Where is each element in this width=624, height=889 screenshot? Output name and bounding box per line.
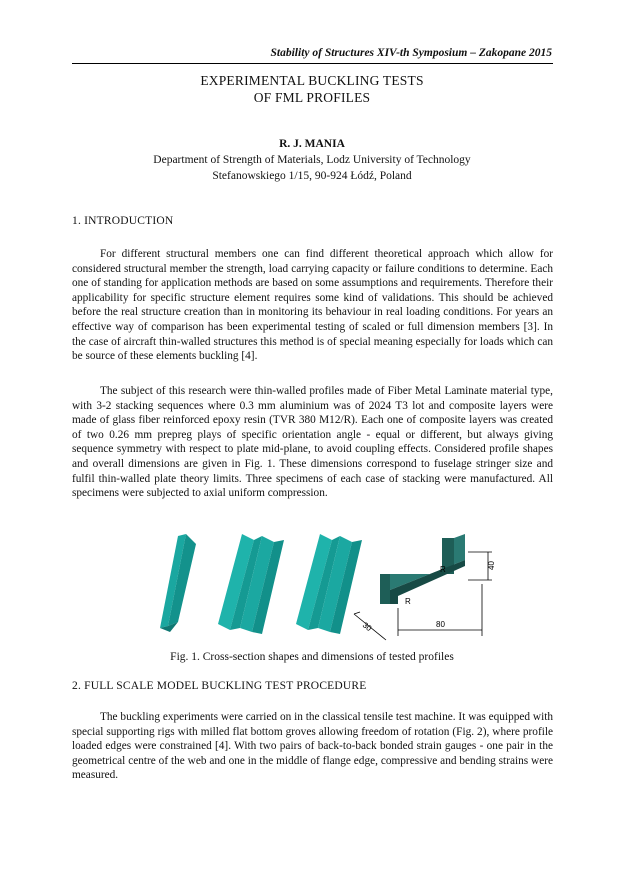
dimension-30: 30 xyxy=(360,620,374,634)
radius-label-bottom: R xyxy=(405,597,411,606)
hat-profile-specimen-1 xyxy=(218,534,284,634)
paragraph-intro-1: For different structural members one can find different theoretical approach which allow for considered structural member the strength, load carrying capacity or failure conditions to determine. Each one of standing for application methods are based on some assumptions and requirements. Therefore their applicability for specific structure element requires some kind of validations. This should be achieved before the real structure creation than in monitoring its behaviour in real loading conditions. For years an effective way of comparison has been experimental testing of scaled or full dimension members [3]. In the case of aircraft thin-walled structures this method is of special meaning especially for loads which can be source of these elements buckling [4]. xyxy=(72,248,553,363)
title-line-1: EXPERIMENTAL BUCKLING TESTS xyxy=(200,73,424,88)
title-line-2: OF FML PROFILES xyxy=(253,90,371,105)
section-heading-introduction: 1. INTRODUCTION xyxy=(72,215,174,227)
angle-profile-specimen xyxy=(160,534,196,632)
author-name: R. J. MANIA xyxy=(279,138,345,150)
radius-label-top: R xyxy=(440,565,446,574)
dimension-40: 40 xyxy=(487,561,496,570)
paragraph-intro-2: The subject of this research were thin-walled profiles made of Fiber Metal Laminate material type, with 3-2 stacking sequences where 0.3 mm aluminium was of 2024 T3 lot and composite layers were made of glass fiber reinforced epoxy resin (TVR 380 M12/R). Each one of composite layers was created of two 0.26 mm prepreg plays of specific orientation angle - equal or different, but always giving sequence symmetry with respect to plate mid-plane, to avoid coupling effects. Considered profile shapes and overall dimensions are given in Fig. 1. These dimensions correspond to fuselage stringer size and fulfil thin-walled plate theory limits. Three specimens of each case of stacking were manufactured. All specimens were subjected to axial uniform compression. xyxy=(72,385,553,500)
header-rule xyxy=(72,63,553,64)
hat-profile-specimen-2 xyxy=(296,534,362,634)
figure-caption: Fig. 1. Cross-section shapes and dimensions of tested profiles xyxy=(170,651,454,663)
paragraph-test-procedure: The buckling experiments were carried on in the classical tensile test machine. It was equipped with special supporting rigs with milled flat bottom groves allowing freedom of rotation (Fig. 2), where profile loaded edges were constrained [4]. With two pairs of back-to-back bonded strain gauges - one pair in the geometrical centre of the web and one in the middle of flange edge, compressive and bending strains were measured. xyxy=(72,711,553,782)
affiliation-line-1: Department of Strength of Materials, Lodz University of Technology xyxy=(153,154,471,166)
affiliation-line-2: Stefanowskiego 1/15, 90-924 Łódź, Poland xyxy=(212,170,412,182)
figure-1 xyxy=(150,530,510,646)
paper-title xyxy=(72,72,552,106)
section-heading-test-procedure: 2. FULL SCALE MODEL BUCKLING TEST PROCEDURE xyxy=(72,680,367,692)
running-head: Stability of Structures XIV-th Symposium – Zakopane 2015 xyxy=(270,47,552,59)
dimension-80: 80 xyxy=(436,620,445,629)
cross-section-diagram xyxy=(354,534,496,640)
